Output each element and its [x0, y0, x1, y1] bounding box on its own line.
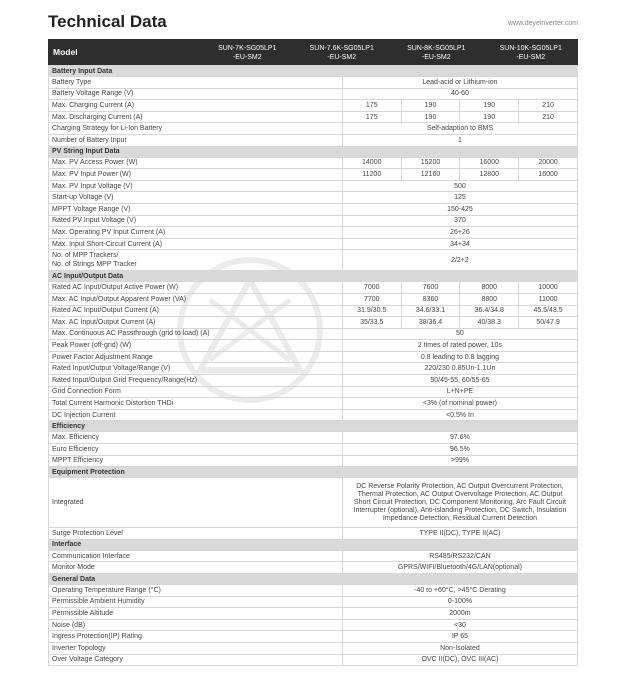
row-value: 10000	[519, 282, 578, 294]
row-value: 7700	[342, 293, 401, 305]
row-value: 16000	[519, 169, 578, 181]
row-value: 175	[342, 111, 401, 123]
row-value: 12800	[460, 169, 519, 181]
row-value: TYPE II(DC), TYPE II(AC)	[342, 528, 577, 540]
row-label: Rated AC Input/Output Current (A)	[49, 305, 343, 317]
table-row	[49, 363, 578, 375]
table-row	[49, 409, 578, 421]
row-label: MPPT Efficiency	[49, 455, 343, 467]
row-label: Operating Temperature Range (°C)	[49, 585, 343, 597]
section-header	[49, 146, 578, 157]
row-value: 38/36.4	[401, 317, 460, 329]
row-value: 14000	[342, 157, 401, 169]
row-label: Integrated	[49, 478, 343, 528]
table-row	[49, 478, 578, 528]
section-header	[49, 467, 578, 478]
row-value: 97.6%	[342, 432, 577, 444]
table-row	[49, 340, 578, 352]
row-label: Monitor Mode	[49, 562, 343, 574]
header-model-label: Model	[53, 47, 78, 57]
row-value: 36.4/34.8	[460, 305, 519, 317]
table-row	[49, 562, 578, 574]
row-value: RS485/RS232/CAN	[342, 550, 577, 562]
row-value: Non-Isolated	[342, 642, 577, 654]
row-value: 50/45-55, 60/55-65	[342, 375, 577, 387]
row-value: 11200	[342, 169, 401, 181]
row-value: 2/2+2	[342, 250, 577, 271]
header-model-4: SUN-10K-SG05LP1 -EU-SM2	[499, 44, 562, 61]
section-title: AC Input/Output Data	[49, 271, 578, 282]
table-row	[49, 351, 578, 363]
table-row	[49, 386, 578, 398]
row-value: 15200	[401, 157, 460, 169]
row-label: Max. AC Input/Output Current (A)	[49, 317, 343, 329]
section-title: Battery Input Data	[49, 66, 578, 77]
table-row	[49, 250, 578, 271]
row-label: MPPT Voltage Range (V)	[49, 203, 343, 215]
row-value: 210	[519, 111, 578, 123]
section-title: Interface	[49, 539, 578, 550]
row-label: Surge Protection Level	[49, 528, 343, 540]
table-row	[49, 596, 578, 608]
table-row	[49, 305, 578, 317]
row-label: DC Injection Current	[49, 409, 343, 421]
header-model-3: SUN-8K-SG05LP1 -EU-SM2	[407, 44, 466, 61]
row-value: 34+34	[342, 238, 577, 250]
row-value: 12160	[401, 169, 460, 181]
row-value: 11000	[519, 293, 578, 305]
section-header	[49, 539, 578, 550]
table-row	[49, 585, 578, 597]
section-title: Efficiency	[49, 421, 578, 432]
tech-data-table	[48, 65, 578, 666]
table-row	[49, 77, 578, 89]
row-value: <0.5% In	[342, 409, 577, 421]
row-label: Euro Efficiency	[49, 444, 343, 456]
header-model-1: SUN-7K-SG05LP1 -EU-SM2	[218, 44, 277, 61]
table-row	[49, 293, 578, 305]
row-value: -40 to +60°C, >45°C Derating	[342, 585, 577, 597]
row-value: 20000	[519, 157, 578, 169]
table-row	[49, 375, 578, 387]
row-value: OVC II(DC), OVC III(AC)	[342, 654, 577, 666]
row-value: <30	[342, 619, 577, 631]
row-value: 210	[519, 100, 578, 112]
row-value: 190	[460, 100, 519, 112]
table-row	[49, 238, 578, 250]
row-label: Max. Continuous AC Passthrough (grid to load) (A)	[49, 328, 343, 340]
table-header	[48, 39, 578, 65]
row-value: IP 65	[342, 631, 577, 643]
row-value: 50	[342, 328, 577, 340]
row-label: Rated AC Input/Output Active Power (W)	[49, 282, 343, 294]
row-label: Battery Voltage Range (V)	[49, 88, 343, 100]
row-value: 31.9/30.5	[342, 305, 401, 317]
row-value: 7000	[342, 282, 401, 294]
row-label: Inverter Topology	[49, 642, 343, 654]
row-value: 370	[342, 215, 577, 227]
row-value: GPRS/WIFI/Bluetooth/4G/LAN(optional)	[342, 562, 577, 574]
table-row	[49, 432, 578, 444]
row-label: Power Factor Adjustment Range	[49, 351, 343, 363]
row-value: 34.6/33.1	[401, 305, 460, 317]
row-label: Permissible Altitude	[49, 608, 343, 620]
row-value: 125	[342, 192, 577, 204]
row-value: <3% (of nominal power)	[342, 398, 577, 410]
row-value: 96.5%	[342, 444, 577, 456]
row-value: 7600	[401, 282, 460, 294]
row-label: No. of MPP Trackers/ No. of Strings MPP Tracker	[49, 250, 343, 271]
row-label: Communication Interface	[49, 550, 343, 562]
table-row	[49, 619, 578, 631]
row-value: 26+26	[342, 227, 577, 239]
section-header	[49, 421, 578, 432]
table-row	[49, 180, 578, 192]
row-value: 190	[401, 100, 460, 112]
table-row	[49, 317, 578, 329]
row-value: 500	[342, 180, 577, 192]
row-label: Max. AC Input/Output Apparent Power (VA)	[49, 293, 343, 305]
table-row	[49, 282, 578, 294]
table-row	[49, 608, 578, 620]
table-row	[49, 192, 578, 204]
table-row	[49, 654, 578, 666]
page-title: Technical Data	[48, 12, 167, 31]
row-value: 8000	[460, 282, 519, 294]
row-label: Max. Input Short-Circuit Current (A)	[49, 238, 343, 250]
row-value: 150-425	[342, 203, 577, 215]
table-row	[49, 157, 578, 169]
row-label: Noise (dB)	[49, 619, 343, 631]
section-title: PV String Input Data	[49, 146, 578, 157]
table-row	[49, 169, 578, 181]
row-value: 40/38.3	[460, 317, 519, 329]
row-value: 2 times of rated power, 10s	[342, 340, 577, 352]
row-value: Lead-acid or Lithium-ion	[342, 77, 577, 89]
row-value: 40-60	[342, 88, 577, 100]
table-row	[49, 215, 578, 227]
row-label: Ingress Protection(IP) Rating	[49, 631, 343, 643]
row-label: Max. Discharging Current (A)	[49, 111, 343, 123]
row-label: Start-up Voltage (V)	[49, 192, 343, 204]
section-header	[49, 271, 578, 282]
section-header	[49, 574, 578, 585]
row-label: Number of Battery Input	[49, 134, 343, 146]
row-value: 190	[460, 111, 519, 123]
website-url: www.deyeinverter.com	[507, 20, 578, 27]
row-value: 35/33.5	[342, 317, 401, 329]
table-row	[49, 528, 578, 540]
row-value: 16000	[460, 157, 519, 169]
row-label: Max. Efficiency	[49, 432, 343, 444]
table-row	[49, 398, 578, 410]
table-row	[49, 123, 578, 135]
row-value: 2000m	[342, 608, 577, 620]
table-row	[49, 550, 578, 562]
header-model-2: SUN-7.6K-SG05LP1 -EU-SM2	[309, 44, 374, 61]
row-label: Max. Operating PV Input Current (A)	[49, 227, 343, 239]
row-label: Battery Type	[49, 77, 343, 89]
row-label: Rated PV Input Voltage (V)	[49, 215, 343, 227]
table-row	[49, 444, 578, 456]
row-value: 190	[401, 111, 460, 123]
row-label: Total Current Harmonic Distortion THDi	[49, 398, 343, 410]
table-row	[49, 642, 578, 654]
row-value: 8360	[401, 293, 460, 305]
row-label: Max. PV Access Power (W)	[49, 157, 343, 169]
table-row	[49, 134, 578, 146]
row-value: DC Reverse Polarity Protection, AC Output Overcurrent Protection, Thermal Protection, AC Output Overvoltage Protection, AC Output Short Circuit Protection, DC Component Monitoring, Arc Fault Circuit Interrupter (optional), Anti-islanding Protection, DC Switch, Insulation Impedance Detection, Residual Current Detection	[342, 478, 577, 528]
row-value: 0-100%	[342, 596, 577, 608]
row-label: Charging Strategy for Li-Ion Battery	[49, 123, 343, 135]
table-row	[49, 631, 578, 643]
row-value: 0.8 leading to 0.8 lagging	[342, 351, 577, 363]
row-value: 45.5/43.5	[519, 305, 578, 317]
row-value: 1	[342, 134, 577, 146]
section-title: Equipment Protection	[49, 467, 578, 478]
row-label: Max. PV Input Power (W)	[49, 169, 343, 181]
table-row	[49, 100, 578, 112]
row-label: Peak Power (off-grid) (W)	[49, 340, 343, 352]
section-title: General Data	[49, 574, 578, 585]
table-row	[49, 111, 578, 123]
table-row	[49, 227, 578, 239]
row-value: L+N+PE	[342, 386, 577, 398]
row-label: Rated Input/Output Voltage/Range (V)	[49, 363, 343, 375]
section-header	[49, 66, 578, 77]
row-value: Self-adaption to BMS	[342, 123, 577, 135]
row-label: Max. Charging Current (A)	[49, 100, 343, 112]
row-label: Over Voltage Category	[49, 654, 343, 666]
row-value: 8800	[460, 293, 519, 305]
table-row	[49, 455, 578, 467]
row-value: 220/230 0.85Un-1.1Un	[342, 363, 577, 375]
row-label: Permissible Ambient Humidity	[49, 596, 343, 608]
row-value: >99%	[342, 455, 577, 467]
table-row	[49, 328, 578, 340]
row-value: 50/47.9	[519, 317, 578, 329]
table-row	[49, 88, 578, 100]
row-label: Grid Connection Form	[49, 386, 343, 398]
row-label: Max. PV Input Voltage (V)	[49, 180, 343, 192]
row-value: 175	[342, 100, 401, 112]
table-row	[49, 203, 578, 215]
row-label: Rated Input/Output Grid Frequency/Range(Hz)	[49, 375, 343, 387]
